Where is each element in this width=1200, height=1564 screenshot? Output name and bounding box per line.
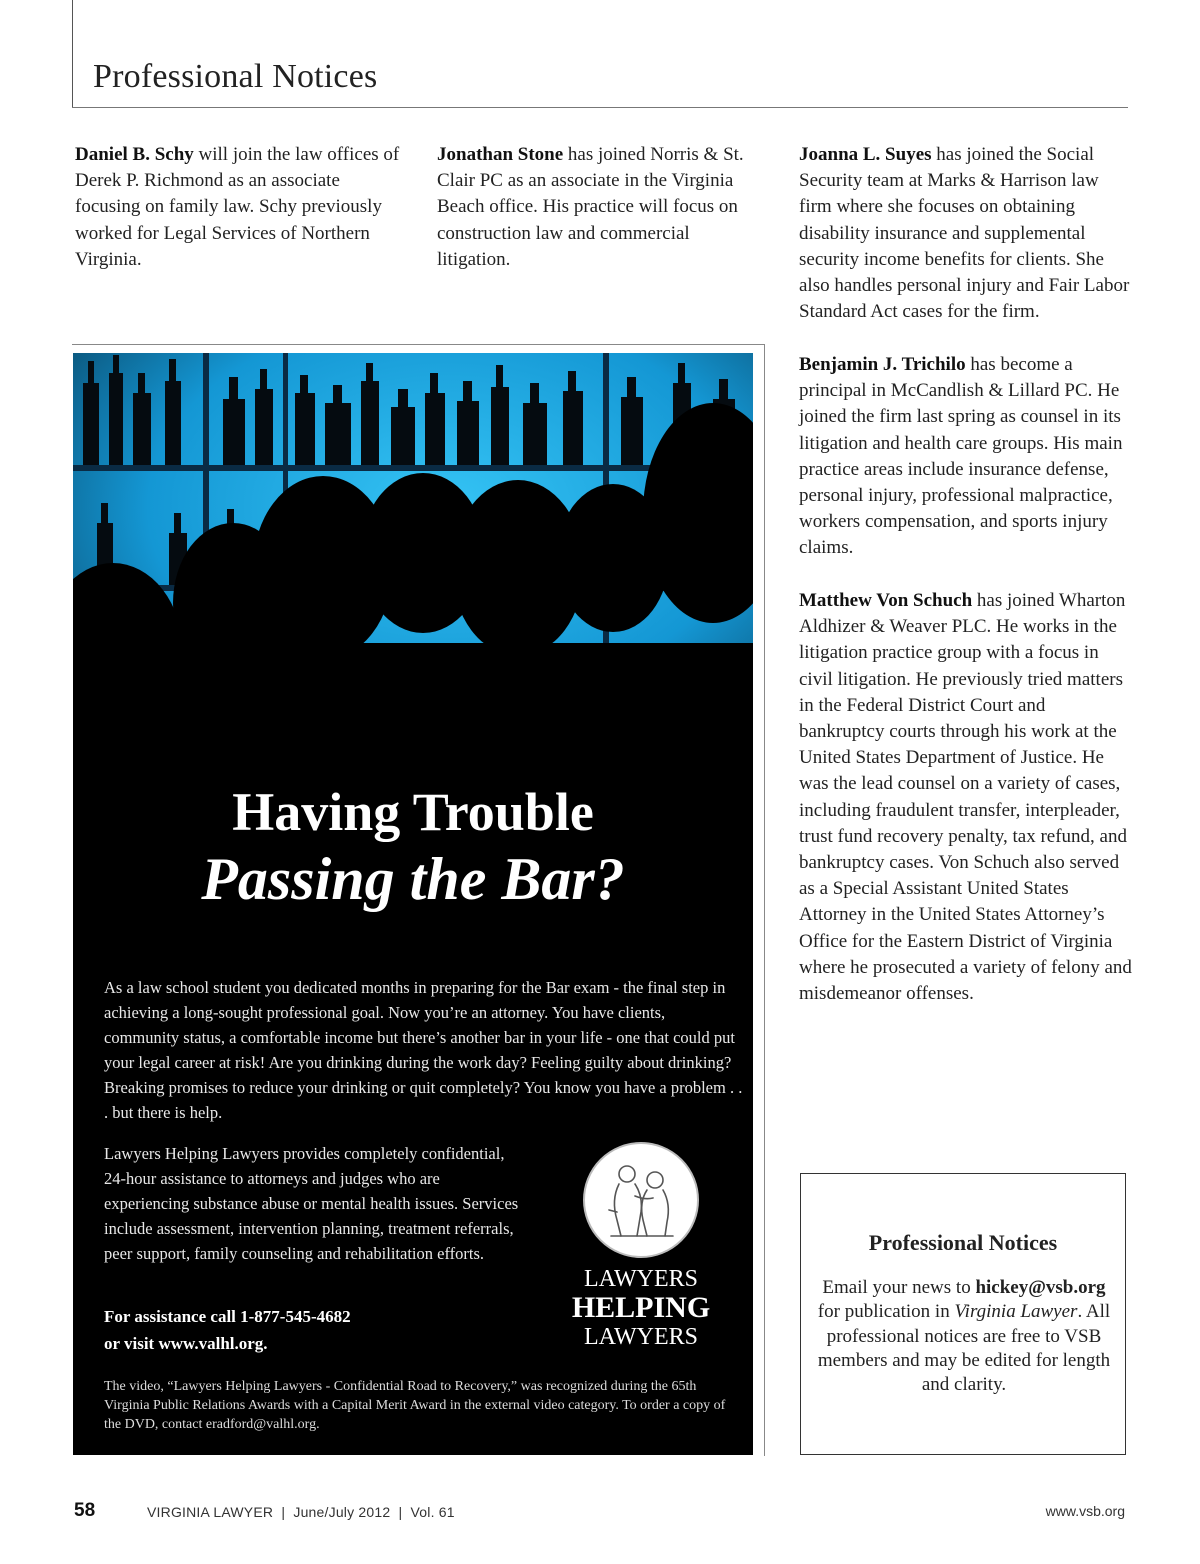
notice-text: has become a principal in McCandlish & Lillard PC. He joined the firm last spring as counsel in its litigation and health care groups. His main practice areas include insurance defense, personal injury, professional malpractice, workers compensation, and sports injury claims.: [799, 354, 1123, 559]
notice-text: will join the law offices of Derek P. Richmond as an associate focusing on family law. Schy previously worked for Legal Services of Northern Virginia.: [75, 144, 400, 270]
ad-paragraph-1: As a law school student you dedicated months in preparing for the Bar exam - the final step in achieving a long-sought professional goal. Now you’re an attorney. You have clients, community status, a comfortable income but there’s another bar in your life - one that could put your legal career at risk! Are you drinking during the work day? Feeling guilty about drinking? Breaking promises to reduce your drinking or quit completely? You know you have a problem . . . but there is help.: [104, 978, 743, 1122]
notice-item: [799, 352, 1134, 562]
header-vertical-rule: [72, 0, 73, 108]
ad-paragraph-2: Lawyers Helping Lawyers provides completely confidential, 24-hour assistance to attorneys and judges who are experiencing substance abuse or mental health issues. Services include assessment, intervention planning, treatment referrals, peer support, family counseling and rehabilitation efforts.: [104, 1144, 519, 1263]
header-horizontal-rule: [72, 107, 1128, 108]
notice-text: has joined Wharton Aldhizer & Weaver PLC. He works in the litigation practice group with a focus in civil litigation. He previously tried matters in the Federal District Court and bankruptcy courts through his work at the United States Department of Justice. He was the lead counsel on a variety of cases, including fraudulent transfer, interpleader, trust fund recovery penalty, tax refund, and bankruptcy cases. Von Schuch also served as a Special Assistant United States Attorney in the United States Attorney’s Office for the Eastern District of Virginia where he prosecuted a variety of felony and misdemeanor offenses.: [799, 590, 1132, 1005]
ad-frame-top: [72, 344, 765, 345]
box-text: [811, 1276, 1117, 1397]
bar-silhouette-photo: [73, 353, 753, 793]
ad-headline-line-1: Having Trouble: [232, 782, 594, 842]
box-text-part: Email your news to: [822, 1277, 976, 1298]
submission-email: hickey@vsb.org: [975, 1277, 1106, 1298]
notice-text: has joined the Social Security team at Marks & Harrison law firm where she focuses on obtaining disability insurance and supplemental security income benefits for clients. She also handles personal injury and Fair Labor Standard Act cases for the firm.: [799, 144, 1130, 323]
helping-hands-logo-icon: [581, 1140, 701, 1260]
ad-phone-line: For assistance call 1-877-545-4682: [104, 1307, 351, 1326]
logo-line-3: LAWYERS: [583, 1324, 699, 1350]
page-number: 58: [74, 1500, 96, 1521]
notice-item: [437, 142, 762, 273]
logo-line-1: LAWYERS: [583, 1266, 699, 1292]
ad-headline: [73, 781, 753, 915]
ad-footnote: The video, “Lawyers Helping Lawyers - Confidential Road to Recovery,” was recognized during the 65th Virginia Public Relations Awards with a Capital Merit Award in the external video category. To order a copy of the DVD, contact eradford@valhl.org.: [104, 1379, 726, 1432]
notice-name: Benjamin J. Trichilo: [799, 354, 966, 375]
ad-website-line: or visit www.valhl.org.: [104, 1334, 268, 1353]
ad-contact: [104, 1303, 504, 1357]
notice-text: has joined Norris & St. Clair PC as an associate in the Virginia Beach office. His practice will focus on construction law and commercial litigation.: [437, 144, 744, 270]
notice-name: Joanna L. Suyes: [799, 144, 932, 165]
section-title: Professional Notices: [93, 58, 378, 95]
ad-frame-right: [764, 344, 765, 1456]
box-text-part: . All professional notices are free to VSB members and may be edited for length and clarity.: [817, 1301, 1111, 1396]
logo-line-2: HELPING: [571, 1291, 711, 1324]
notice-item: [75, 142, 410, 273]
lawyers-helping-lawyers-logo-text: [541, 1265, 741, 1351]
ad-headline-line-2: Passing the Bar?: [201, 846, 625, 912]
submit-notice-box: [800, 1173, 1126, 1455]
notice-name: Jonathan Stone: [437, 144, 564, 165]
notice-name: Matthew Von Schuch: [799, 590, 973, 611]
lawyers-helping-lawyers-ad: [73, 353, 753, 1455]
notice-item: [799, 142, 1134, 325]
website: www.vsb.org: [1045, 1503, 1125, 1519]
magazine-info: VIRGINIA LAWYER | June/July 2012 | Vol. 61: [147, 1504, 455, 1520]
page-footer: [0, 1500, 1200, 1526]
notice-name: Daniel B. Schy: [75, 144, 194, 165]
publication-name: Virginia Lawyer: [954, 1301, 1078, 1323]
notice-item: [799, 588, 1134, 1007]
box-text-part: for publication in: [817, 1301, 955, 1323]
box-title: Professional Notices: [868, 1230, 1058, 1255]
